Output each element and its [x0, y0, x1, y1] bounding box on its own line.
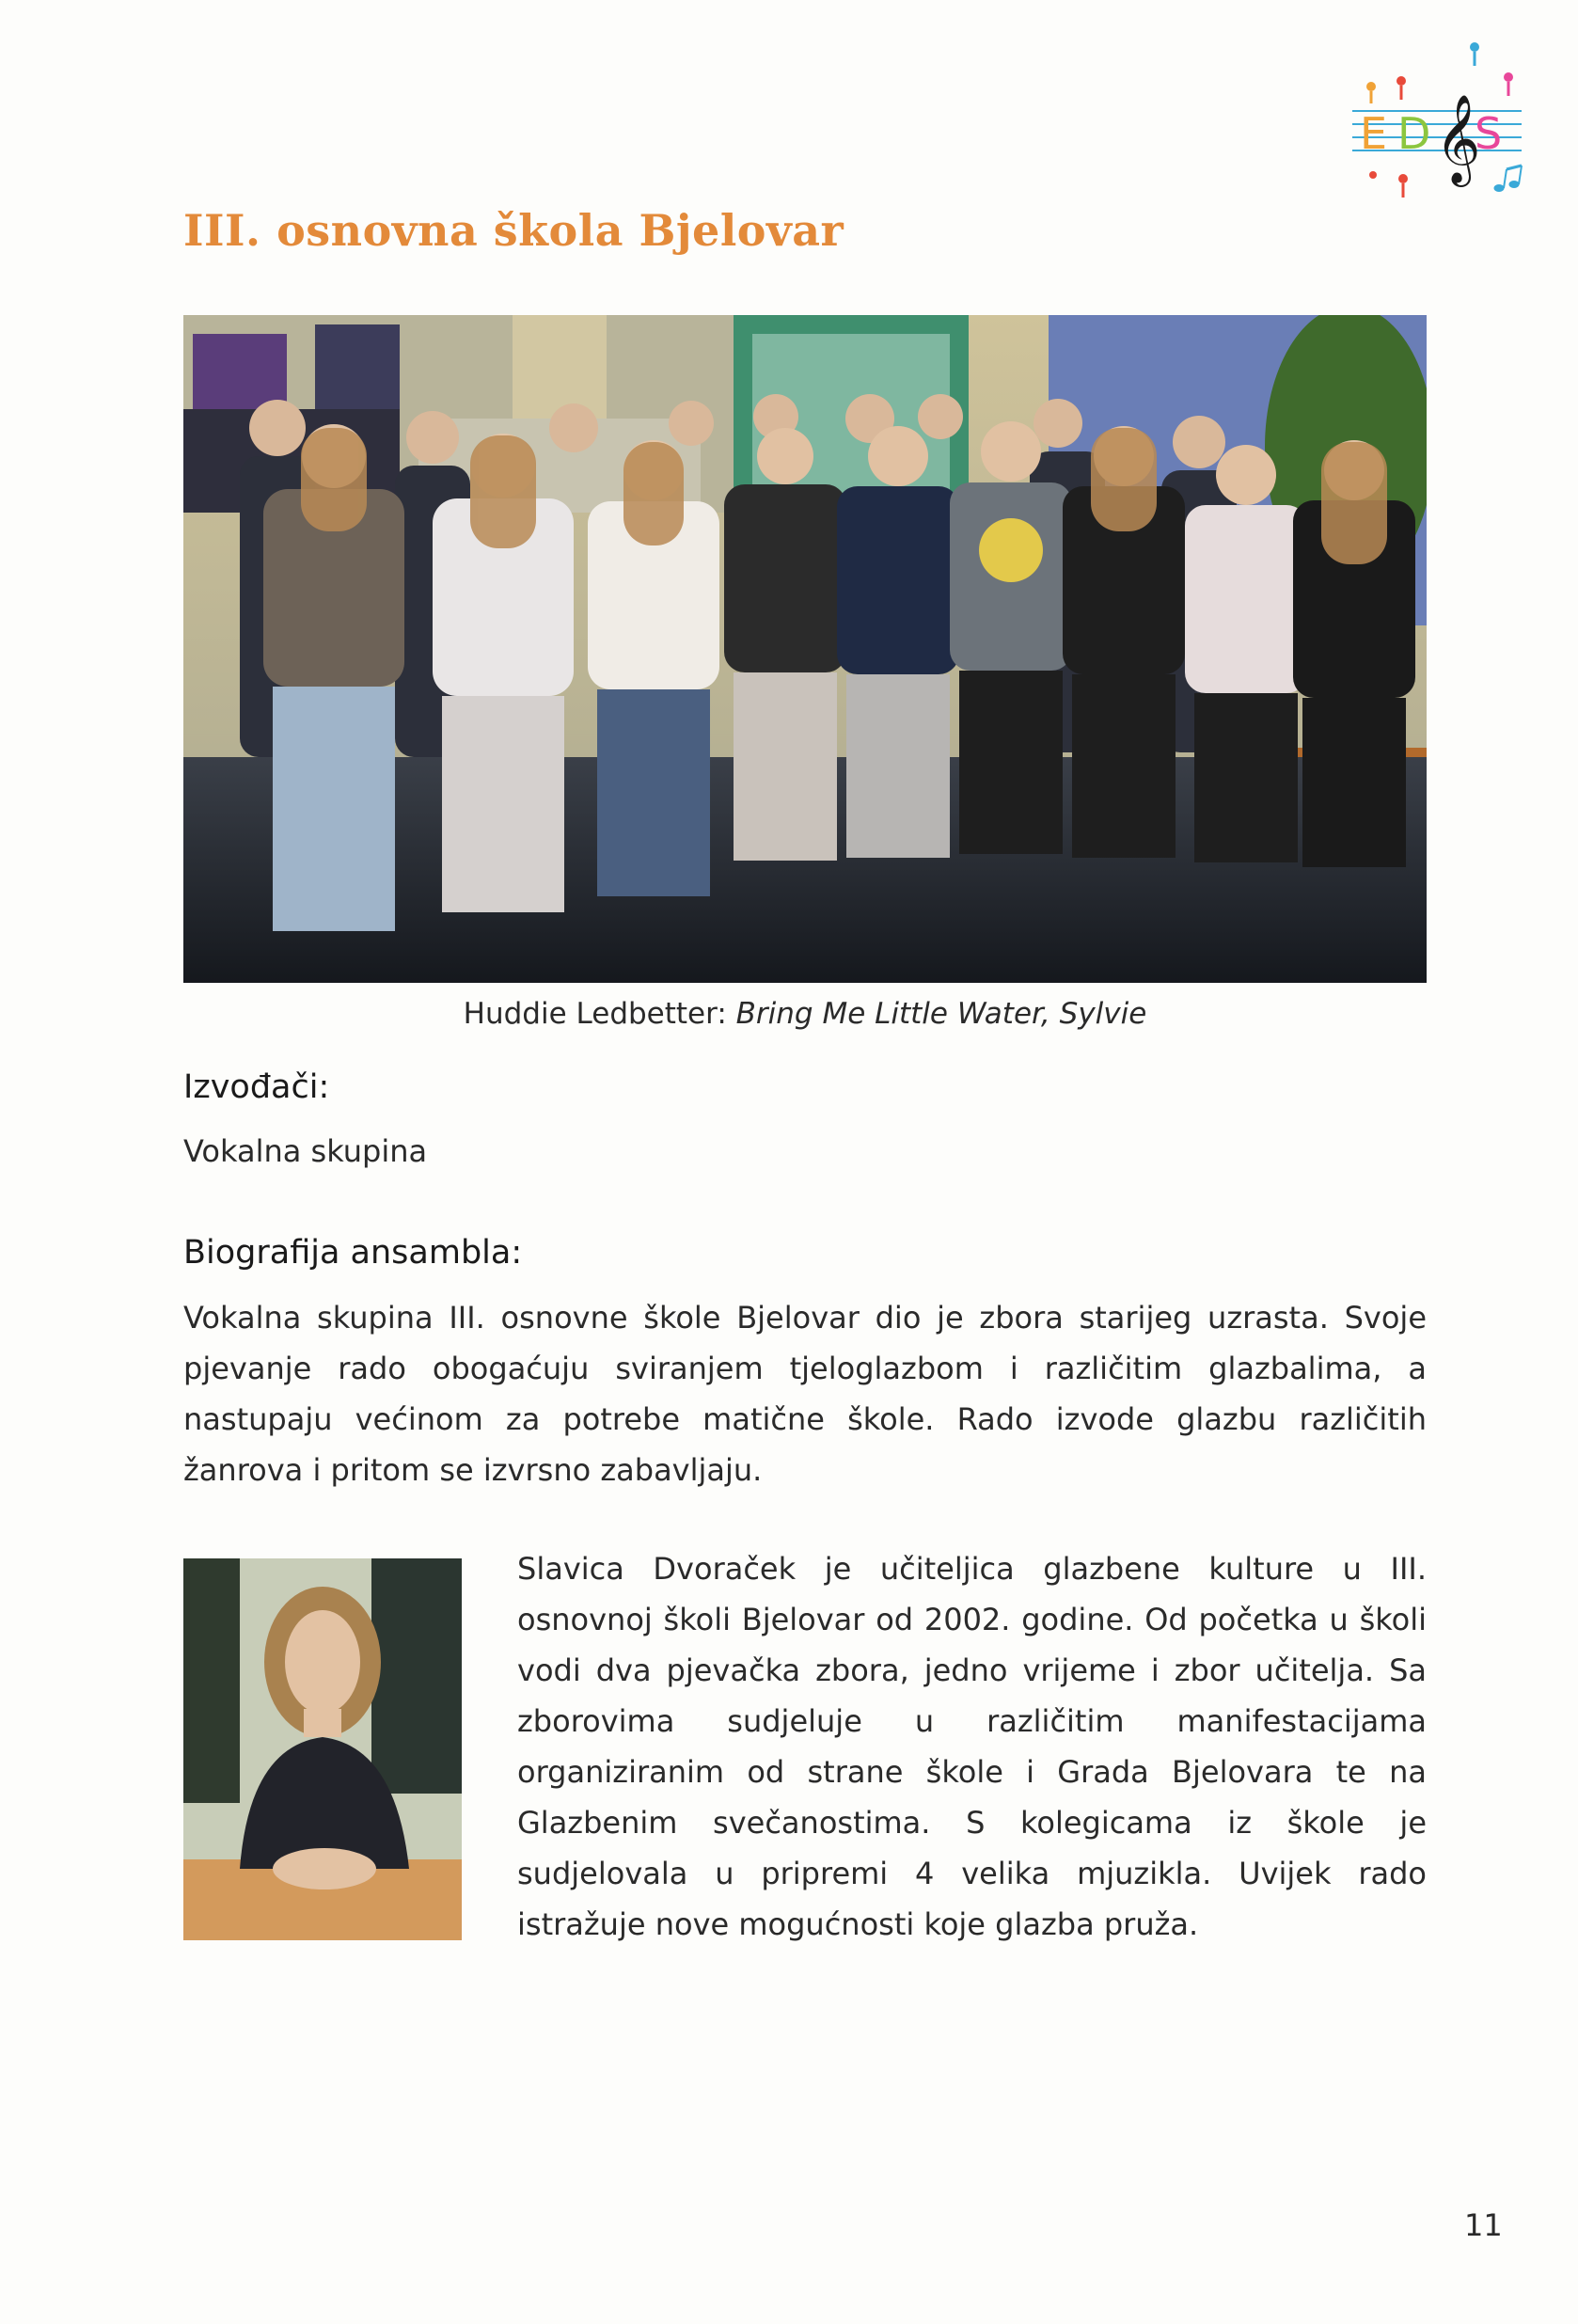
performers-value: Vokalna skupina [183, 1133, 428, 1169]
treble-clef-icon: 𝄞 [1435, 94, 1481, 183]
performers-label: Izvođači: [183, 1068, 330, 1106]
teacher-photo [183, 1558, 462, 1940]
logo-letter-e: E [1360, 108, 1388, 159]
photo-caption [183, 997, 1427, 1031]
group-photo [183, 315, 1427, 983]
caption-composer: Huddie Ledbetter: [463, 997, 727, 1031]
logo-letter-s: S [1475, 108, 1503, 159]
page-number: 11 [1464, 2207, 1503, 2243]
music-notes-icon [1494, 166, 1522, 192]
caption-works: Bring Me Little Water, Sylvie [735, 997, 1147, 1031]
teacher-bio: Slavica Dvoraček je učiteljica glazbene kulture u III. osnovnoj školi Bjelovar od 2002. godine. Od početka u školi vodi dva pjevačka zbora, jedno vrijeme i zbor učitelja. Sa zborovima sudjeluje u različitim manifestacijama organiziranim od strane škole i Grada Bjelovara te na Glazbenim svečanostima. S kolegicama iz škole je sudjelovala u pripremi 4 velika mjuzikla. Uvijek rado istražuje nove mogućnosti koje glazba pruža. [517, 1551, 1427, 1942]
festival-logo [1333, 38, 1540, 207]
biography-label: Biografija ansambla: [183, 1234, 523, 1272]
biography-text: Vokalna skupina III. osnovne škole Bjelovar dio je zbora starijeg uzrasta. Svoje pjevanje rado obogaćuju sviranjem tjeloglazbom i različitim glazbalima, a nastupaju većinom za potrebe matične škole. Rado izvode glazbu različitih žanrova i pritom se izvrsno zabavljaju. [183, 1300, 1427, 1488]
page-title: III. osnovna škola Bjelovar [183, 205, 844, 256]
logo-letter-d: D [1397, 108, 1431, 159]
